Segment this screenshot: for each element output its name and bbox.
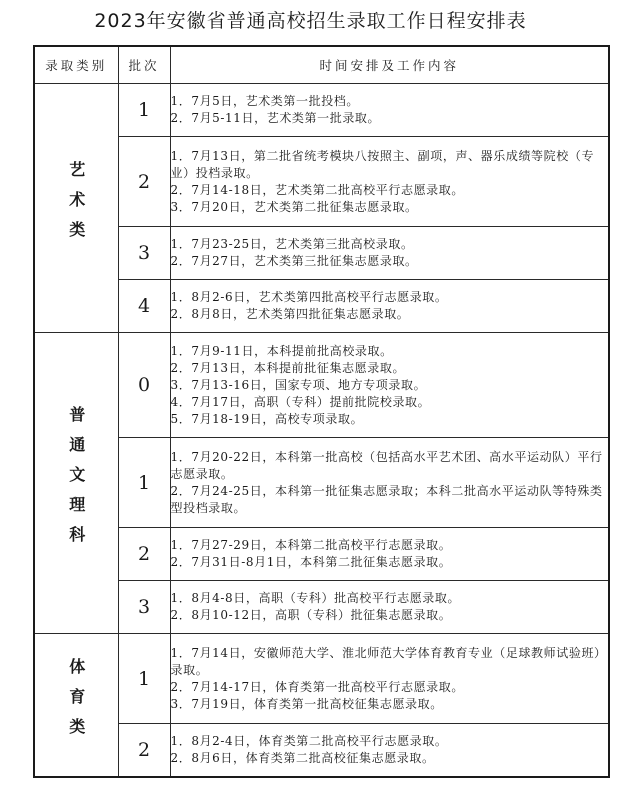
category-cell-general xyxy=(34,333,118,634)
page-title: 2023年安徽省普通高校招生录取工作日程安排表 xyxy=(94,10,527,32)
table-row xyxy=(34,227,609,280)
schedule-cell xyxy=(170,528,609,581)
schedule-item: 1．7月9-11日，本科提前批高校录取。 xyxy=(170,343,393,358)
schedule-item: 2．7月31日-8月1日，本科第二批征集志愿录取。 xyxy=(170,555,452,569)
batch-cell: 2 xyxy=(118,137,170,227)
header-schedule: 时间安排及工作内容 xyxy=(170,46,609,84)
category-label: 体育类 xyxy=(66,657,86,748)
schedule-item: 1．7月14日，安徽师范大学、淮北师范大学体育教育专业（足球教师试验班）录取。 xyxy=(170,645,607,677)
schedule-item: 3．7月20日，艺术类第二批征集志愿录取。 xyxy=(170,199,418,214)
schedule-item: 1．8月2-6日，艺术类第四批高校平行志愿录取。 xyxy=(170,290,448,304)
schedule-item: 1．7月23-25日，艺术类第三批高校录取。 xyxy=(170,237,414,251)
schedule-item: 1．7月20-22日，本科第一批高校（包括高水平艺术团、高水平运动队）平行志愿录取。 xyxy=(170,449,603,481)
table-row xyxy=(34,84,609,137)
table-row xyxy=(34,137,609,227)
schedule-item: 1．8月2-4日，体育类第二批高校平行志愿录取。 xyxy=(170,733,448,748)
schedule-item: 2．7月27日，艺术类第三批征集志愿录取。 xyxy=(170,254,418,268)
schedule-item: 4．7月17日，高职（专科）提前批院校录取。 xyxy=(170,394,431,409)
schedule-item: 5．7月18-19日，高校专项录取。 xyxy=(170,411,364,426)
table-row xyxy=(34,333,609,438)
batch-cell: 2 xyxy=(118,724,170,777)
schedule-item: 1．7月5日，艺术类第一批投档。 xyxy=(170,94,360,108)
batch-cell: 4 xyxy=(118,280,170,333)
category-label: 艺术类 xyxy=(66,161,86,251)
table-row xyxy=(34,528,609,581)
schedule-item: 2．7月5-11日，艺术类第一批录取。 xyxy=(170,111,381,125)
schedule-cell xyxy=(170,227,609,280)
schedule-item: 2．7月13日，本科提前批征集志愿录取。 xyxy=(170,360,406,375)
table-row xyxy=(34,438,609,528)
schedule-cell xyxy=(170,581,609,634)
schedule-item: 1．8月4-8日，高职（专科）批高校平行志愿录取。 xyxy=(170,591,461,605)
schedule-cell xyxy=(170,84,609,137)
schedule-item: 2．8月6日，体育类第二批高校征集志愿录取。 xyxy=(170,750,435,765)
schedule-cell xyxy=(170,137,609,227)
schedule-item: 2．8月10-12日，高职（专科）批征集志愿录取。 xyxy=(170,608,452,622)
schedule-item: 3．7月13-16日，国家专项、地方专项录取。 xyxy=(170,377,427,392)
schedule-item: 3．7月19日，体育类第一批高校征集志愿录取。 xyxy=(170,696,443,711)
schedule-table xyxy=(33,45,610,778)
batch-cell: 3 xyxy=(118,581,170,634)
schedule-cell xyxy=(170,634,609,724)
header-category: 录取类别 xyxy=(34,46,118,84)
batch-cell: 2 xyxy=(118,528,170,581)
table-row xyxy=(34,581,609,634)
batch-cell: 1 xyxy=(118,438,170,528)
category-label: 普通文理科 xyxy=(66,406,86,556)
schedule-item: 2．8月8日，艺术类第四批征集志愿录取。 xyxy=(170,307,410,321)
schedule-item: 1．7月27-29日，本科第二批高校平行志愿录取。 xyxy=(170,538,452,552)
table-row xyxy=(34,634,609,724)
batch-cell: 3 xyxy=(118,227,170,280)
schedule-cell xyxy=(170,724,609,777)
batch-cell: 0 xyxy=(118,333,170,438)
schedule-item: 2．7月24-25日，本科第一批征集志愿录取；本科二批高水平运动队等特殊类型投档录取。 xyxy=(170,483,603,515)
table-row xyxy=(34,724,609,777)
header-batch: 批次 xyxy=(118,46,170,84)
schedule-item: 1．7月13日，第二批省统考模块八按照主、副项，声、器乐成绩等院校（专业）投档录取。 xyxy=(170,148,595,180)
batch-cell: 1 xyxy=(118,84,170,137)
category-cell-art xyxy=(34,84,118,333)
table-row xyxy=(34,280,609,333)
schedule-item: 2．7月14-17日，体育类第一批高校平行志愿录取。 xyxy=(170,679,464,694)
schedule-cell xyxy=(170,280,609,333)
schedule-cell xyxy=(170,333,609,438)
schedule-cell xyxy=(170,438,609,528)
batch-cell: 1 xyxy=(118,634,170,724)
table-header-row xyxy=(34,46,609,84)
schedule-item: 2．7月14-18日，艺术类第二批高校平行志愿录取。 xyxy=(170,182,464,197)
category-cell-sports xyxy=(34,634,118,777)
